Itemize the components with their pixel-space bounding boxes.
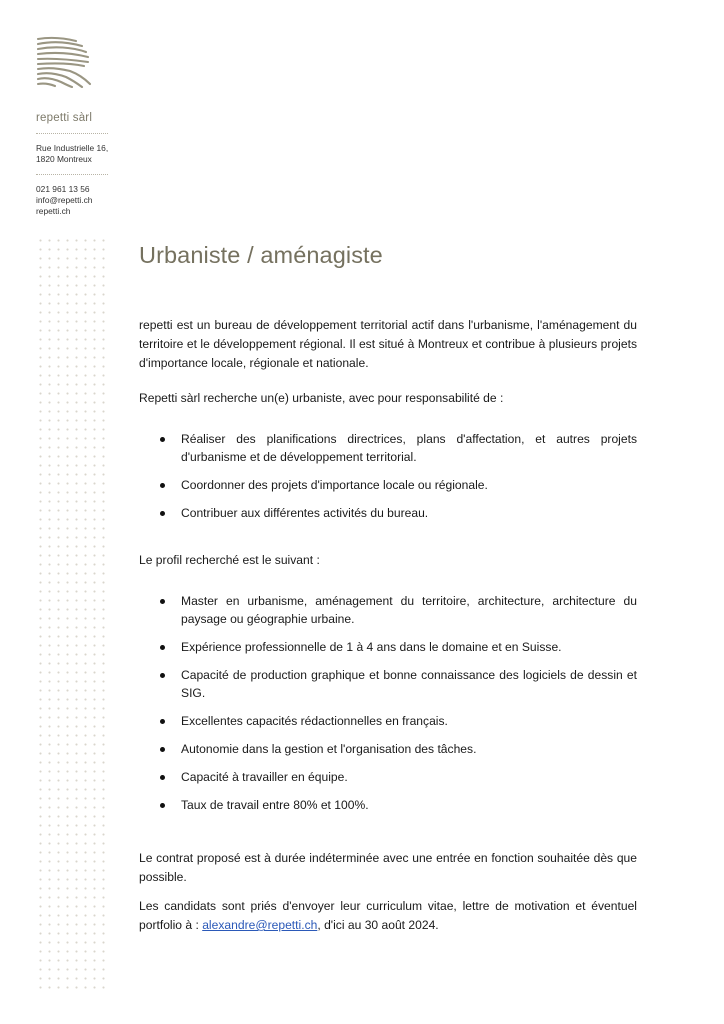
application-text: Les candidats sont priés d'envoyer leur curriculum vitae, lettre de motivation et éventuel portfolio à : (139, 899, 637, 932)
divider (36, 174, 108, 175)
repetti-logo-icon (36, 36, 92, 88)
contact-phone: 021 961 13 56 (36, 184, 90, 194)
sidebar (36, 36, 116, 217)
list-item: Coordonner des projets d'importance locale ou régionale. (139, 476, 637, 494)
responsibilities-intro: Repetti sàrl recherche un(e) urbaniste, avec pour responsabilité de : (139, 391, 504, 405)
application-email-link[interactable]: alexandre@repetti.ch (202, 918, 318, 932)
intro-paragraph: repetti est un bureau de développement territorial actif dans l'urbanisme, l'aménagement du territoire et le développement régional. Il est situé à Montreux et contribue à plusieurs projets d'importance locale, régionale et nationale. (139, 318, 637, 370)
contact-block (36, 184, 116, 217)
list-item: Autonomie dans la gestion et l'organisation des tâches. (139, 740, 637, 758)
list-item: Master en urbanisme, aménagement du territoire, architecture, architecture du paysage ou géographie urbaine. (139, 592, 637, 628)
page-title: Urbaniste / aménagiste (139, 242, 383, 268)
address-street: Rue Industrielle 16, (36, 143, 109, 153)
list-item: Capacité à travailler en équipe. (139, 768, 637, 786)
profile-intro: Le profil recherché est le suivant : (139, 553, 320, 567)
list-item: Taux de travail entre 80% et 100%. (139, 796, 637, 814)
address-block (36, 143, 116, 165)
list-item: Expérience professionnelle de 1 à 4 ans dans le domaine et en Suisse. (139, 638, 637, 656)
company-name: repetti sàrl (36, 112, 93, 124)
list-item: Contribuer aux différentes activités du bureau. (139, 504, 637, 522)
contact-email: info@repetti.ch (36, 195, 93, 205)
application-paragraph (139, 897, 637, 935)
contract-paragraph: Le contrat proposé est à durée indéterminée avec une entrée en fonction souhaitée dès que possible. (139, 851, 637, 884)
list-item: Excellentes capacités rédactionnelles en français. (139, 712, 637, 730)
dot-pattern-decoration (36, 236, 106, 990)
job-posting (139, 242, 637, 935)
contact-website: repetti.ch (36, 206, 71, 216)
address-city: 1820 Montreux (36, 154, 92, 164)
responsibilities-list (139, 430, 637, 522)
application-deadline: , d'ici au 30 août 2024. (317, 918, 439, 932)
divider (36, 133, 108, 134)
profile-list (139, 592, 637, 814)
list-item: Réaliser des planifications directrices, plans d'affectation, et autres projets d'urbanisme et de développement territorial. (139, 430, 637, 466)
list-item: Capacité de production graphique et bonne connaissance des logiciels de dessin et SIG. (139, 666, 637, 702)
